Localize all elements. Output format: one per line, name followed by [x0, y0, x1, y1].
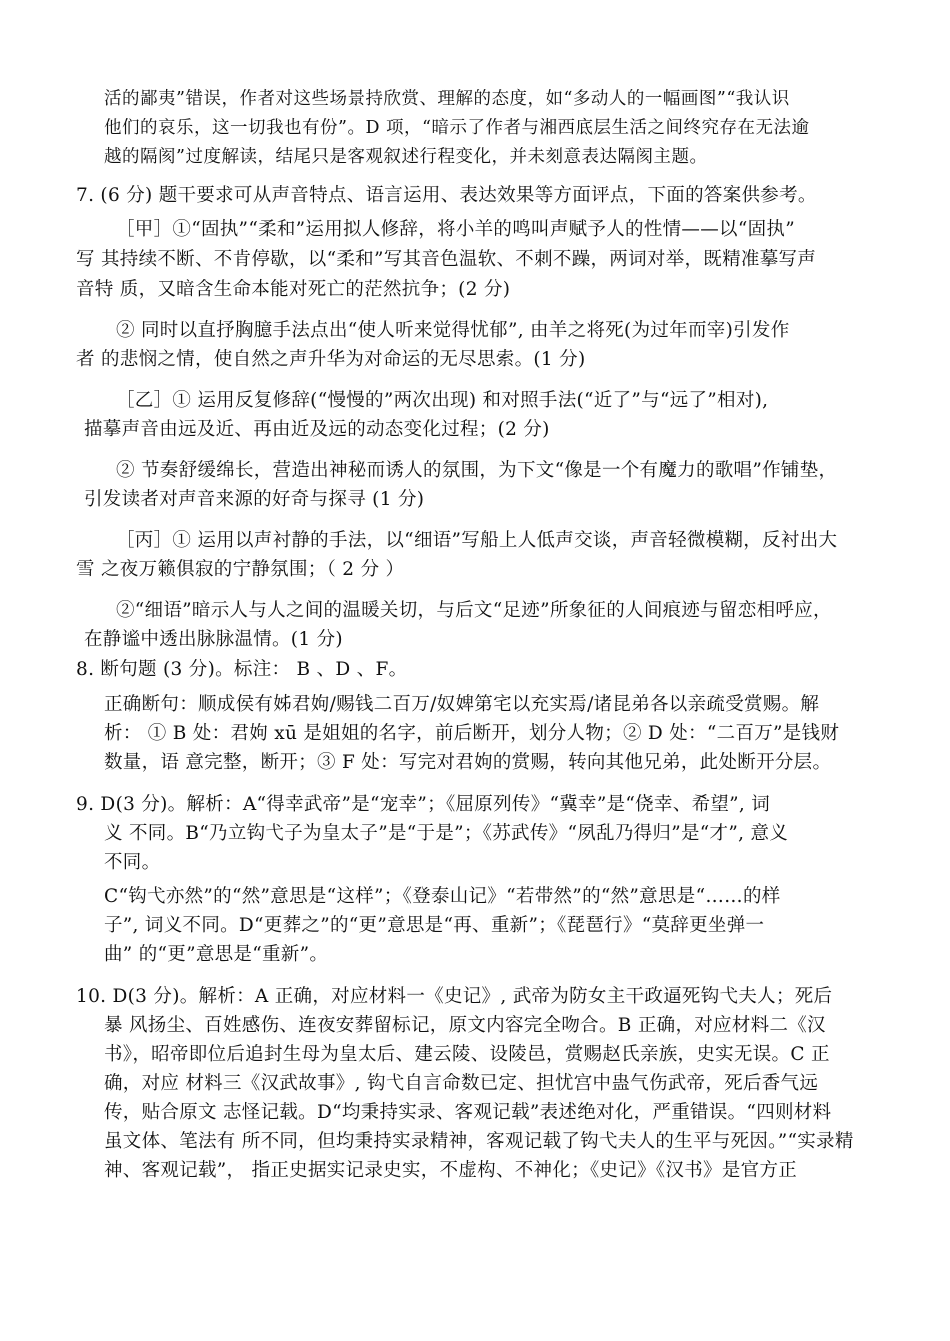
q7-bing-line-3: ②“细语”暗示人与人之间的温暖关切，与后文“足迹”所象征的人间痕迹与留恋相呼应， — [116, 600, 832, 621]
q7-heading: 7. (6 分) 题干要求可从声音特点、语言运用、表达效果等方面评点，下面的答案供参考。 — [76, 185, 817, 206]
q7-yi-line-4: 引发读者对声音来源的好奇与探寻 (1 分) — [84, 489, 425, 510]
q7-jia-line-1: ［甲］①“固执”“柔和”运用拟人修辞，将小羊的鸣叫声赋予人的性情——以“固执” — [116, 219, 795, 240]
intro-line-3: 越的隔阂”过度解读，结尾只是客观叙述行程变化，并未刻意表达隔阂主题。 — [104, 147, 708, 167]
q7-yi-line-1: ［乙］① 运用反复修辞(“慢慢的”两次出现) 和对照手法(“近了”与“远了”相对), — [116, 390, 769, 411]
q9-line-5: 曲” 的“更”意思是“重新”。 — [104, 944, 329, 965]
q9-line-1: 义 不同。B“乃立钩弋子为皇太子”是“于是”；《苏武传》“夙乱乃得归”是“才”, 意义 — [104, 823, 789, 844]
q9-line-2: 不同。 — [104, 852, 161, 873]
q10-heading: 10. D(3 分)。解析：A 正确，对应材料一《史记》, 武帝为防女主干政逼死钩弋夫人；死后 — [76, 986, 833, 1007]
q7-jia-line-5: 者 的悲悯之情，使自然之声升华为对命运的无尽思索。(1 分) — [76, 349, 586, 370]
q10-line-5: 虽文体、笔法有 所不同，但均秉持实录精神，客观记载了钩弋夫人的生平与死因。”“实录精 — [104, 1131, 854, 1152]
q10-line-3: 确，对应 材料三《汉武故事》, 钩弋自言命数已定、担忧宫中蛊气伤武帝，死后香气远 — [104, 1073, 819, 1094]
q8-line-3: 数量，语 意完整，断开；③ F 处：写完对君姁的赏赐，转向其他兄弟，此处断开分层。 — [104, 752, 832, 773]
q10-line-1: 暴 风扬尘、百姓感伤、连夜安葬留标记，原文内容完全吻合。B 正确，对应材料二《汉 — [104, 1015, 826, 1036]
q7-bing-line-2: 雪 之夜万籁俱寂的宁静氛围；（ 2 分 ） — [76, 559, 405, 580]
q8-line-1: 正确断句：顺成侯有姊君姁/赐钱二百万/奴婢第宅以充实焉/诸昆弟各以亲疏受赏赐。解 — [104, 694, 820, 715]
q9-heading: 9. D(3 分)。解析：A“得幸武帝”是“宠幸”；《屈原列传》“冀幸”是“侥幸、希望”, 词 — [76, 794, 771, 815]
q10-line-4: 传，贴合原文 志怪记载。D“均秉持实录、客观记载”表述绝对化，严重错误。“四则材料 — [104, 1102, 832, 1123]
q7-jia-line-3: 音特 质，又暗含生命本能对死亡的茫然抗争；(2 分) — [76, 279, 511, 300]
q8-heading: 8. 断句题 (3 分)。标注： B 、D 、F。 — [76, 659, 408, 680]
intro-line-1: 活的鄙夷”错误，作者对这些场景持欣赏、理解的态度，如“多动人的一幅画图”“我认识 — [104, 89, 790, 109]
q7-yi-line-2: 描摹声音由远及近、再由近及远的动态变化过程；(2 分) — [84, 419, 550, 440]
q9-line-4: 子”, 词义不同。D“更葬之”的“更”意思是“再、重新”；《琵琶行》“莫辞更坐弹一 — [104, 915, 765, 936]
q7-jia-line-4: ② 同时以直抒胸臆手法点出“使人听来觉得忧郁”, 由羊之将死(为过年而宰)引发作 — [116, 320, 790, 341]
q7-bing-line-1: ［丙］① 运用以声衬静的手法，以“细语”写船上人低声交谈，声音轻微模糊，反衬出大 — [116, 530, 838, 551]
q7-yi-line-3: ② 节奏舒缓绵长，营造出神秘而诱人的氛围，为下文“像是一个有魔力的歌唱”作铺垫， — [116, 460, 838, 481]
q10-line-2: 书》，昭帝即位后追封生母为皇太后、建云陵、设陵邑，赏赐赵氏亲族，史实无误。C 正 — [104, 1044, 830, 1065]
q9-line-3: C“钩弋亦然”的“然”意思是“这样”；《登泰山记》“若带然”的“然”意思是“……的样 — [104, 886, 781, 907]
q7-bing-line-4: 在静谧中透出脉脉温情。(1 分) — [84, 629, 343, 650]
q10-line-6: 神、客观记载”， 指正史据实记录史实，不虚构、不神化；《史记》《汉书》是官方正 — [104, 1160, 798, 1181]
intro-line-2: 他们的哀乐，这一切我也有份”。D 项，“暗示了作者与湘西底层生活之间终究存在无法逾 — [104, 118, 810, 138]
q8-line-2: 析： ① B 处：君姁 xū 是姐姐的名字，前后断开，划分人物；② D 处：“二百万”是钱财 — [104, 723, 840, 744]
q7-jia-line-2: 写 其持续不断、不肯停歇，以“柔和”写其音色温软、不刺不躁，两词对举，既精准摹写声 — [76, 249, 817, 270]
